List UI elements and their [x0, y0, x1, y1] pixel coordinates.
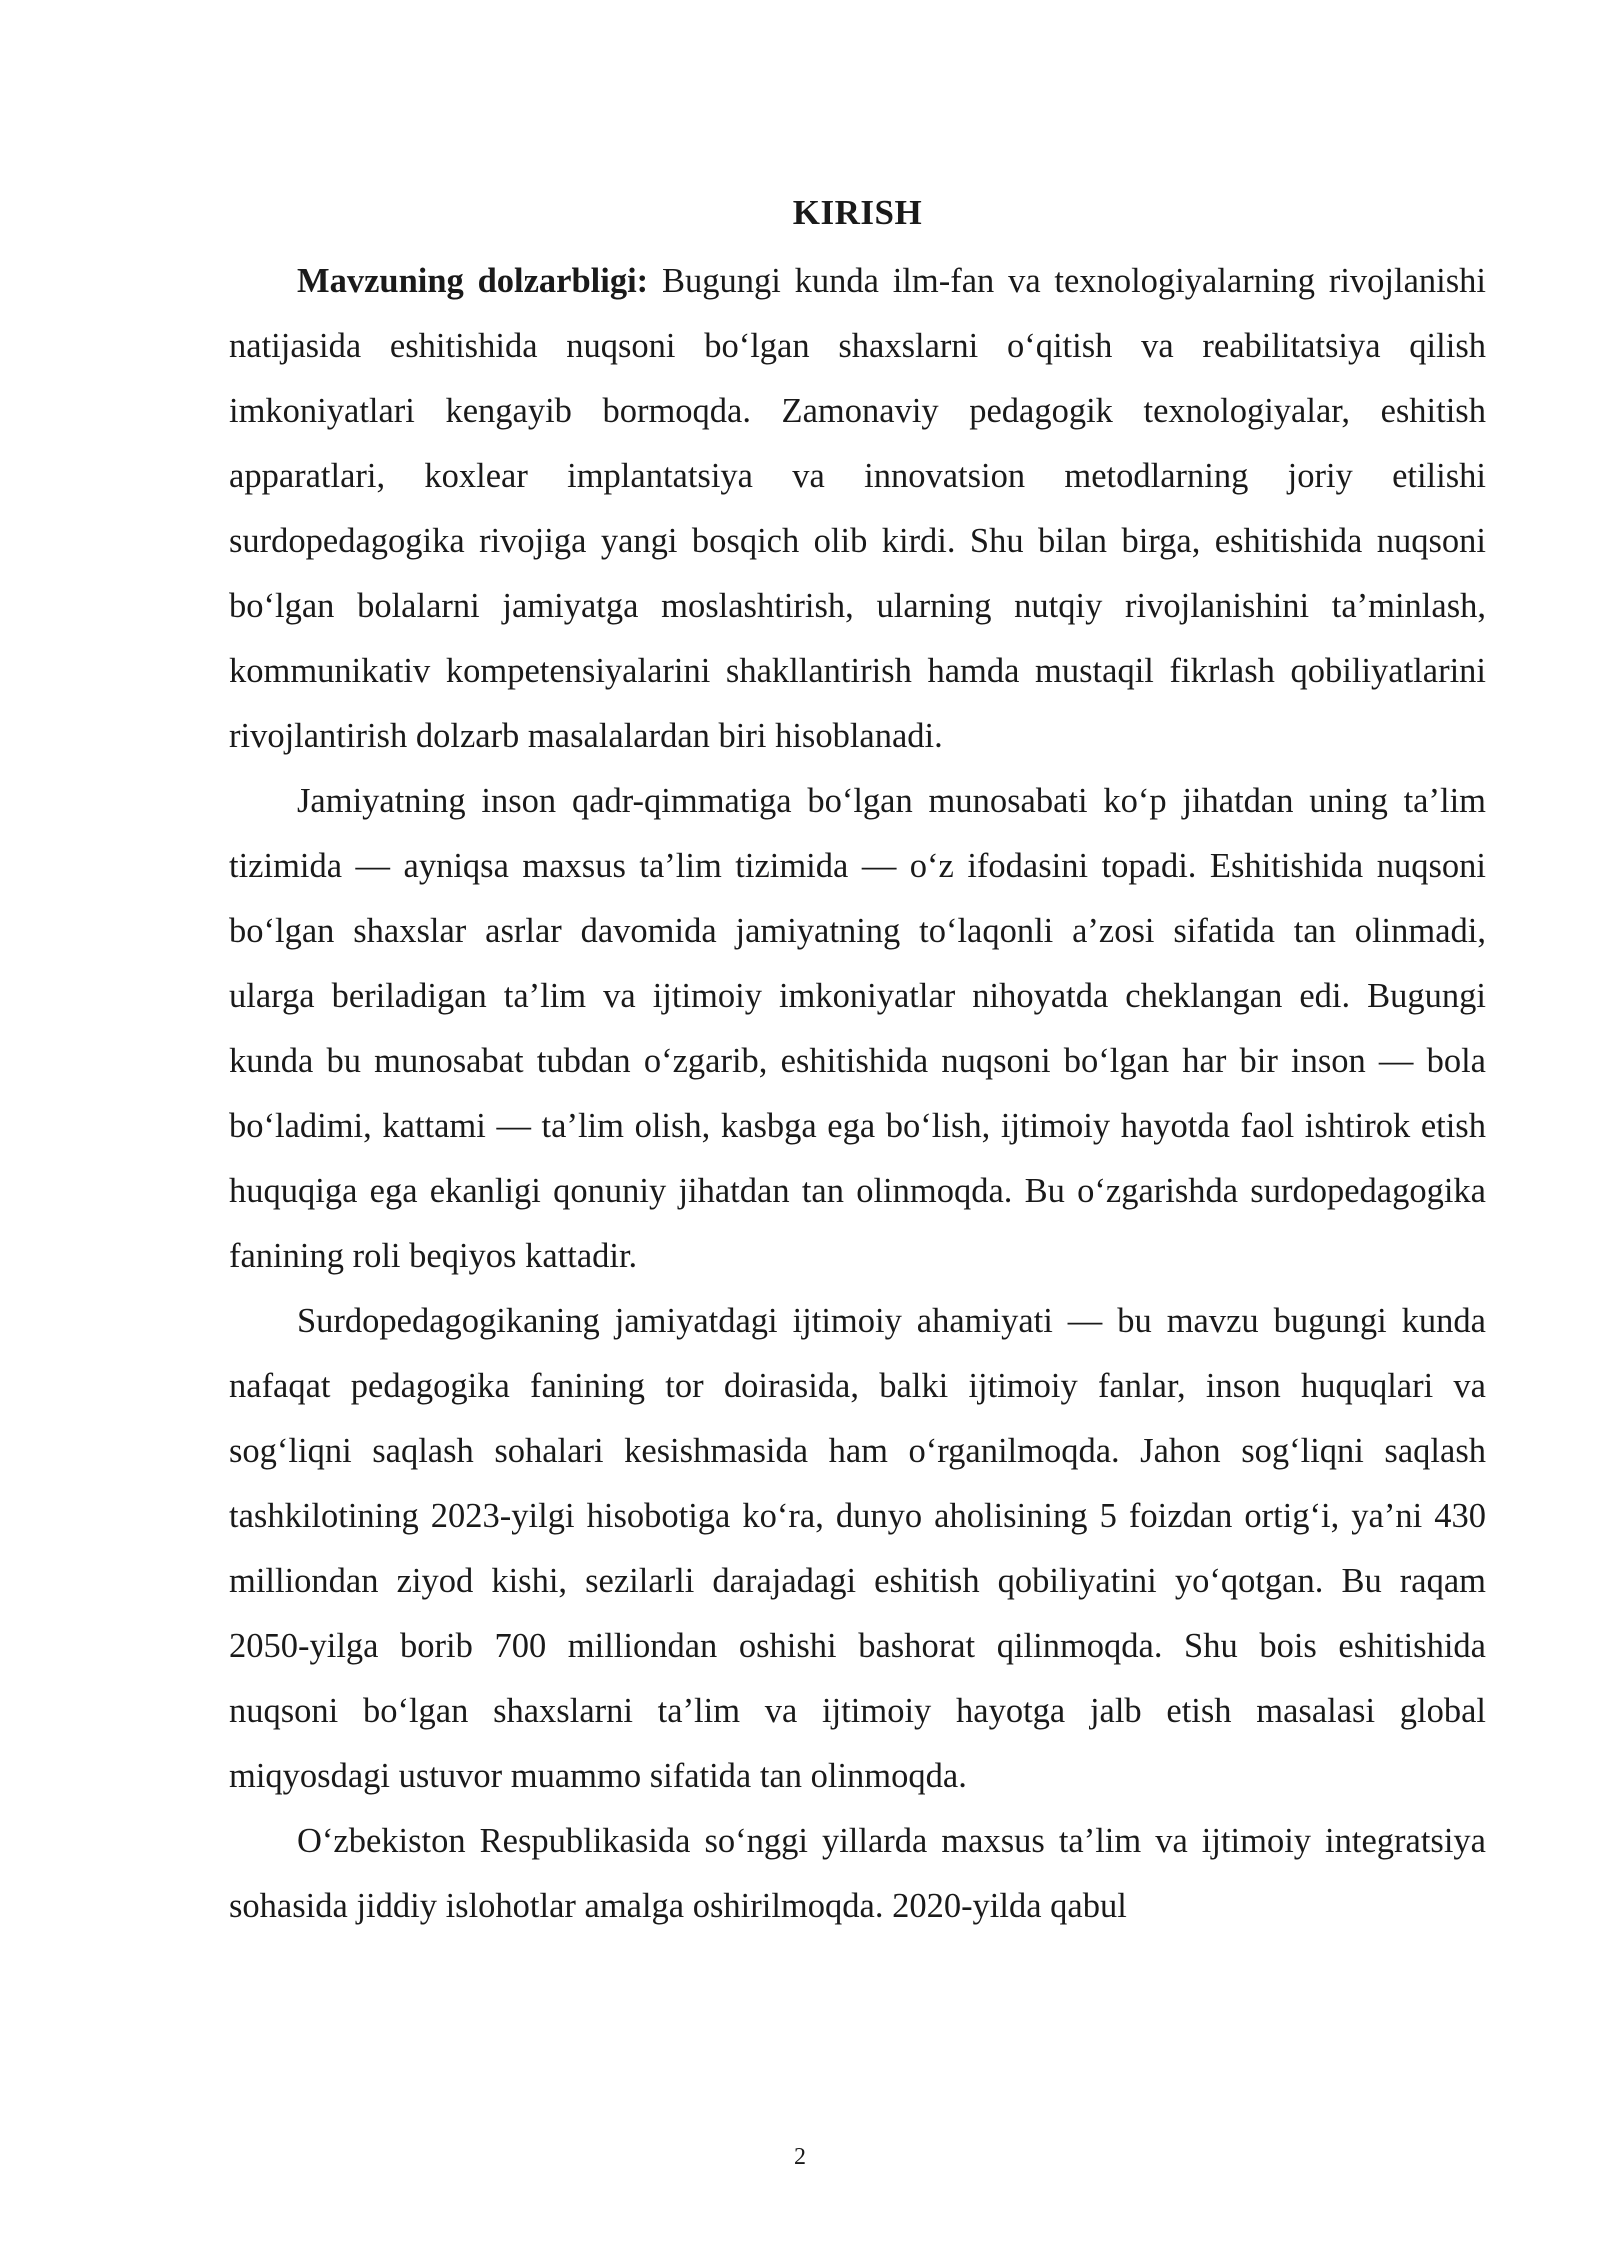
paragraph-uzbekistan-reforms: O‘zbekiston Respublikasida so‘nggi yillarda maxsus ta’lim va ijtimoiy integratsiya sohasida jiddiy islohotlar amalga oshirilmoqda. 2020-yilda qabul [229, 1822, 1486, 1925]
paragraph-text: Bugungi kunda ilm-fan va texnologiyalarning rivojlanishi natijasida eshitishida nuqsoni bo‘lgan shaxslarni o‘qitish va reabilitatsiya qilish imkoniyatlari kengayib bormoqda. Zamonaviy pedagogik texnologiyalar, eshitish apparatlari, koxlear implantatsiya va innovatsion metodlarning joriy etilishi surdopedagogika rivojiga yangi bosqich olib kirdi. Shu bilan birga, eshitishida nuqsoni bo‘lgan bolalarni jamiyatga moslashtirish, ularning nutqiy rivojlanishini ta’minlash, kommunikativ kompetensiyalarini shakllantirish hamda mustaqil fikrlash qobiliyatlarini rivojlantirish dolzarb masalalardan biri hisoblanadi. [229, 262, 1486, 755]
paragraph-social-importance: Surdopedagogikaning jamiyatdagi ijtimoiy ahamiyati — bu mavzu bugungi kunda nafaqat pedagogika fanining tor doirasida, balki ijtimoiy fanlar, inson huquqlari va sog‘liqni saqlash sohalari kesishmasida ham o‘rganilmoqda. Jahon sog‘liqni saqlash tashkilotining 2023-yilgi hisobotiga ko‘ra, dunyo aholisining 5 foizdan ortig‘i, ya’ni 430 milliondan ziyod kishi, sezilarli darajadagi eshitish qobiliyatini yo‘qotgan. Bu raqam 2050-yilga borib 700 milliondan oshishi bashorat qilinmoqda. Shu bois eshitishida nuqsoni bo‘lgan shaxslarni ta’lim va ijtimoiy hayotga jalb etish masalasi global miqyosdagi ustuvor muammo sifatida tan olinmoqda. [229, 1302, 1486, 1795]
page-number: 2 [794, 2144, 806, 2170]
page-title: KIRISH [792, 193, 923, 232]
paragraph-society-attitude: Jamiyatning inson qadr-qimmatiga bo‘lgan munosabati ko‘p jihatdan uning ta’lim tizimida — ayniqsa maxsus ta’lim tizimida — o‘z ifodasini topadi. Eshitishida nuqsoni bo‘lgan shaxslar asrlar davomida jamiyatning to‘laqonli a’zosi sifatida tan olinmadi, ularga beriladigan ta’lim va ijtimoiy imkoniyatlar nihoyatda cheklangan edi. Bugungi kunda bu munosabat tubdan o‘zgarib, eshitishida nuqsoni bo‘lgan har bir inson — bola bo‘ladimi, kattami — ta’lim olish, kasbga ega bo‘lish, ijtimoiy hayotda faol ishtirok etish huquqiga ega ekanligi qonuniy jihatdan tan olinmoqda. Bu o‘zgarishda surdopedagogika fanining roli beqiyos kattadir. [229, 782, 1486, 1275]
paragraph-lead-heading: Mavzuning dolzarbligi: [297, 262, 649, 300]
page-content [229, 185, 1486, 1939]
paragraph-relevance [229, 249, 1486, 769]
